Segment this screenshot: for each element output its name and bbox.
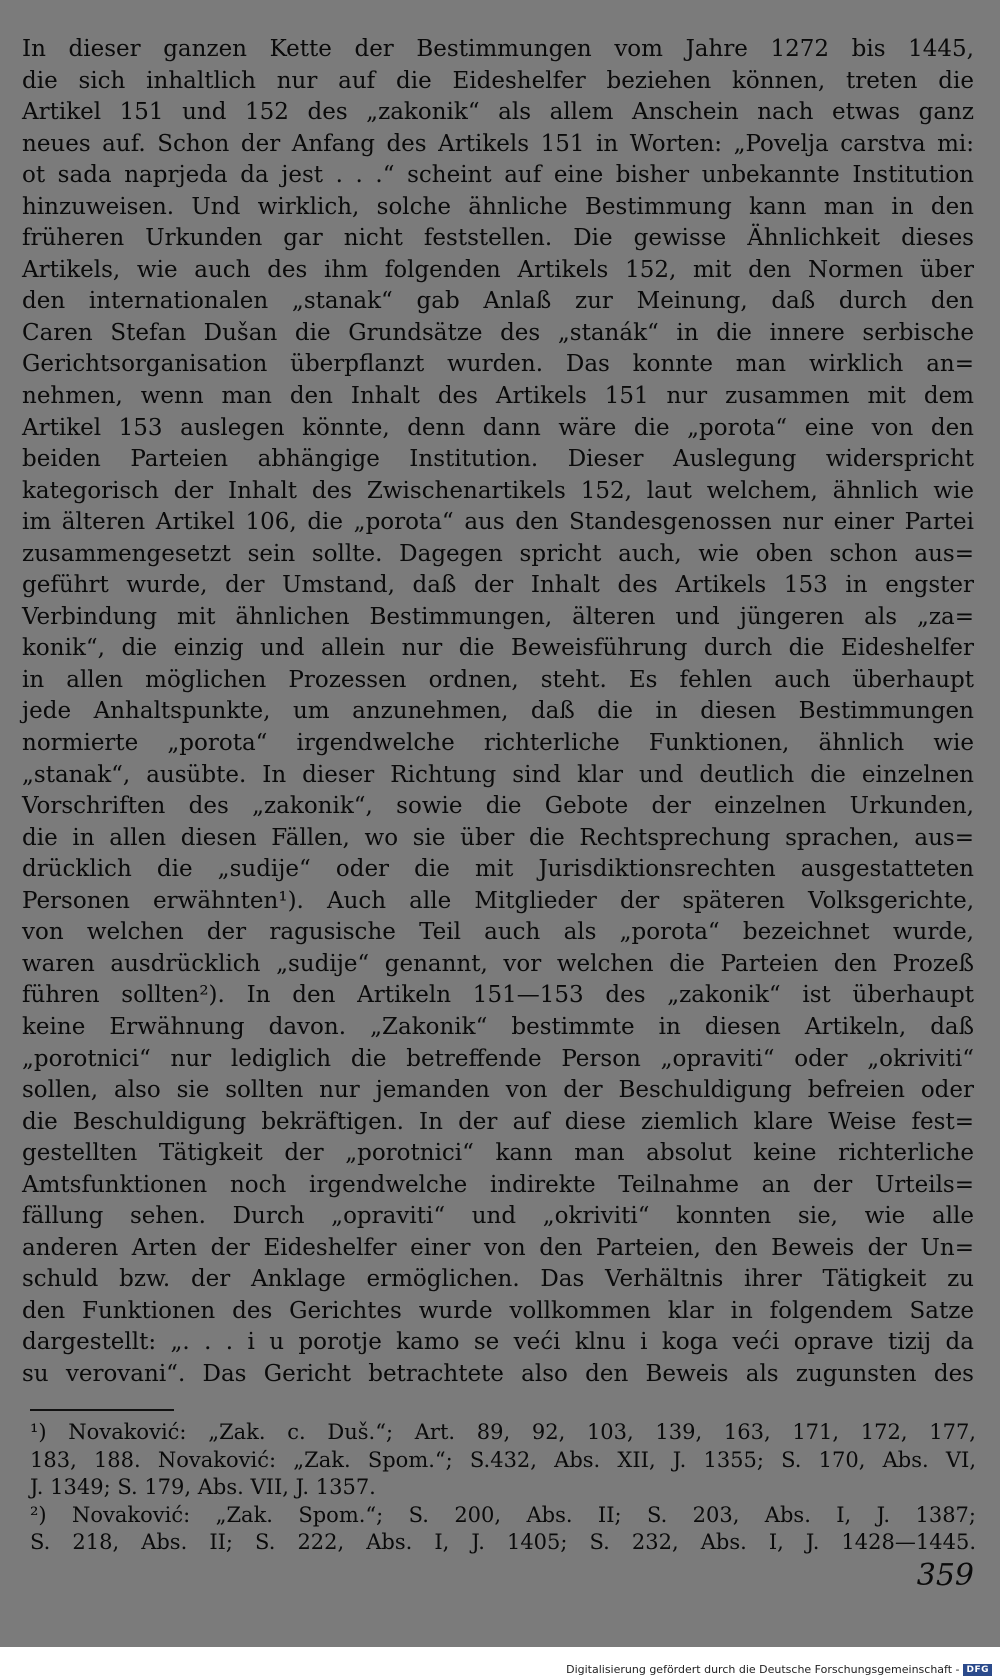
text-line: sollen, also sie sollten nur jemanden von der Beschuldigung befreien oder (22, 1077, 974, 1104)
text-line: waren ausdrücklich „sudije“ genannt, vor welchen die Parteien den Prozeß (22, 950, 974, 977)
text-line: früheren Urkunden gar nicht feststellen. Die gewisse Ähnlichkeit dieses (22, 225, 974, 252)
text-line: drücklich die „sudije“ oder die mit Jurisdiktionsrechten ausgestatteten (22, 856, 974, 883)
text-line: Gerichtsorganisation überpflanzt wurden. Das konnte man wirklich an= (22, 351, 974, 378)
text-line: ot sada naprjeda da jest . . .“ scheint auf eine bisher unbekannte Institution (22, 162, 974, 189)
text-line: die in allen diesen Fällen, wo sie über die Rechtsprechung sprachen, aus= (22, 824, 974, 851)
text-line: Personen erwähnten¹). Auch alle Mitglieder der späteren Volksgerichte, (22, 887, 974, 914)
text-line: su verovani“. Das Gericht betrachtete also den Beweis als zugunsten des (22, 1360, 974, 1387)
text-line: keine Erwähnung davon. „Zakonik“ bestimmte in diesen Artikeln, daß (22, 1013, 974, 1040)
text-line: in allen möglichen Prozessen ordnen, steht. Es fehlen auch überhaupt (22, 666, 974, 693)
text-line: den internationalen „stanak“ gab Anlaß zur Meinung, daß durch den (22, 288, 974, 315)
text-line: Caren Stefan Dušan die Grundsätze des „stanák“ in die innere serbische (22, 319, 974, 346)
text-line: „porotnici“ nur lediglich die betreffende Person „opraviti“ oder „okriviti“ (22, 1045, 974, 1072)
text-line: „stanak“, ausübte. In dieser Richtung sind klar und deutlich die einzelnen (22, 761, 974, 788)
footnotes (30, 1419, 976, 1557)
text-line: beiden Parteien abhängige Institution. Dieser Auslegung widerspricht (22, 446, 974, 473)
footnote-line: J. 1349; S. 179, Abs. VII, J. 1357. (30, 1475, 376, 1500)
text-line: von welchen der ragusische Teil auch als „porota“ bezeichnet wurde, (22, 919, 974, 946)
text-line: die Beschuldigung bekräftigen. In der auf diese ziemlich klare Weise fest= (22, 1108, 974, 1135)
text-line: Artikel 153 auslegen könnte, denn dann wäre die „porota“ eine von den (22, 414, 974, 441)
text-line: hinzuweisen. Und wirklich, solche ähnliche Bestimmung kann man in den (22, 193, 974, 220)
footnote-line: ¹) Novaković: „Zak. c. Duš.“; Art. 89, 92, 103, 139, 163, 171, 172, 177, (30, 1420, 976, 1444)
footnote-line: 183, 188. Novaković: „Zak. Spom.“; S.432, Abs. XII, J. 1355; S. 170, Abs. VI, (30, 1447, 976, 1472)
body-text (22, 34, 974, 1391)
text-line: anderen Arten der Eideshelfer einer von den Parteien, den Beweis der Un= (22, 1234, 974, 1261)
footnote-separator (30, 1409, 174, 1411)
text-line: Artikel 151 und 152 des „zakonik“ als allem Anschein nach etwas ganz (22, 99, 974, 126)
dfg-logo-icon: DFG (963, 1664, 992, 1676)
text-line: geführt wurde, der Umstand, daß der Inhalt des Artikels 153 in engster (22, 572, 974, 599)
text-line: dargestellt: „. . . i u porotje kamo se veći klnu i koga veći oprave tizij da (22, 1329, 974, 1356)
text-line: In dieser ganzen Kette der Bestimmungen vom Jahre 1272 bis 1445, (22, 36, 974, 62)
text-line: die sich inhaltlich nur auf die Eideshelfer beziehen können, treten die (22, 67, 974, 94)
text-line: Artikels, wie auch des ihm folgenden Artikels 152, mit den Normen über (22, 256, 974, 283)
footnote-line: ²) Novaković: „Zak. Spom.“; S. 200, Abs. II; S. 203, Abs. I, J. 1387; (30, 1502, 976, 1527)
text-line: Verbindung mit ähnlichen Bestimmungen, älteren und jüngeren als „za= (22, 603, 974, 630)
text-line: Amtsfunktionen noch irgendwelche indirekte Teilnahme an der Urteils= (22, 1171, 974, 1198)
text-line: kategorisch der Inhalt des Zwischenartikels 152, laut welchem, ähnlich wie (22, 477, 974, 504)
text-line: normierte „porota“ irgendwelche richterliche Funktionen, ähnlich wie (22, 730, 974, 757)
text-line: Vorschriften des „zakonik“, sowie die Gebote der einzelnen Urkunden, (22, 793, 974, 820)
page-number: 359 (916, 1558, 974, 1593)
digitization-footer (566, 1663, 992, 1676)
text-line: den Funktionen des Gerichtes wurde vollkommen klar in folgendem Satze (22, 1297, 974, 1324)
text-line: im älteren Artikel 106, die „porota“ aus den Standesgenossen nur einer Partei (22, 509, 974, 536)
text-line: schuld bzw. der Anklage ermöglichen. Das Verhältnis ihrer Tätigkeit zu (22, 1266, 974, 1293)
text-line: führen sollten²). In den Artikeln 151—153 des „zakonik“ ist überhaupt (22, 982, 974, 1009)
footer-credit: Digitalisierung gefördert durch die Deutsche Forschungsgemeinschaft - (566, 1663, 960, 1676)
text-line: fällung sehen. Durch „opraviti“ und „okriviti“ konnten sie, wie alle (22, 1203, 974, 1230)
text-line: zusammengesetzt sein sollte. Dagegen spricht auch, wie oben schon aus= (22, 540, 974, 567)
text-line: nehmen, wenn man den Inhalt des Artikels 151 nur zusammen mit dem (22, 383, 974, 410)
footnote-line: S. 218, Abs. II; S. 222, Abs. I, J. 1405; S. 232, Abs. I, J. 1428—1445. (30, 1530, 976, 1555)
text-line: jede Anhaltspunkte, um anzunehmen, daß die in diesen Bestimmungen (22, 698, 974, 725)
text-line: konik“, die einzig und allein nur die Beweisführung durch die Eideshelfer (22, 635, 974, 662)
text-line: neues auf. Schon der Anfang des Artikels 151 in Worten: „Povelja carstva mi: (22, 130, 974, 157)
text-line: gestellten Tätigkeit der „porotnici“ kann man absolut keine richterliche (22, 1140, 974, 1167)
